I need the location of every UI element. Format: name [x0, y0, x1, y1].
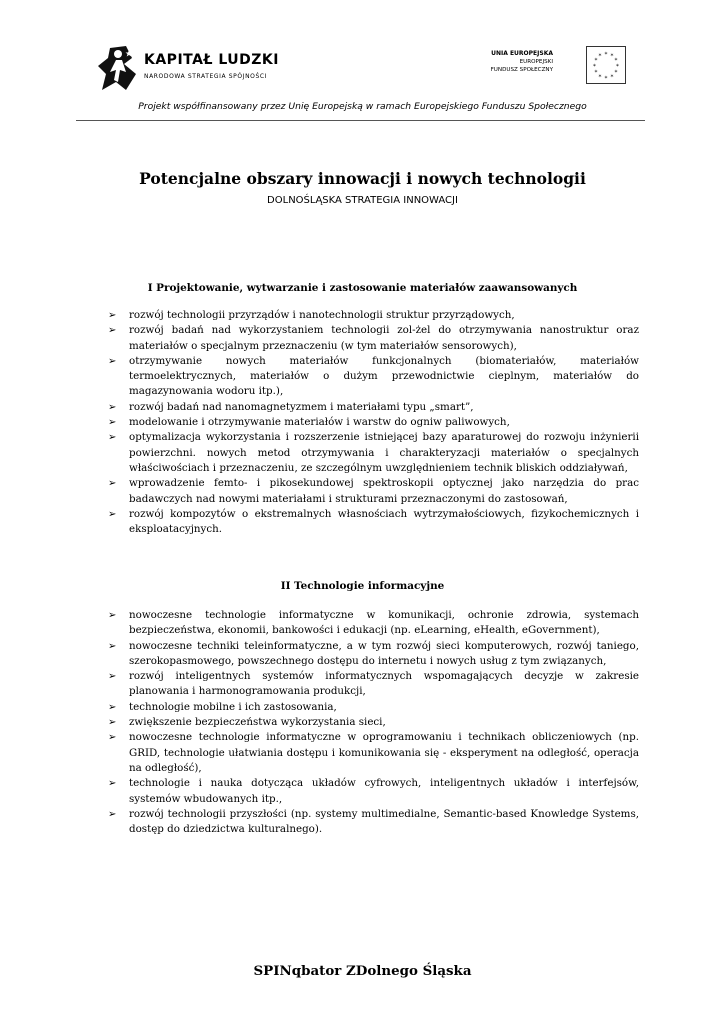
section-title-it: II Technologie informacyjne	[280, 580, 445, 592]
bullet-arrow-icon: ➢	[108, 508, 117, 520]
svg-text:✶: ✶	[613, 69, 619, 75]
list-item: ➢ technologie i nauka dotycząca układów cyfrowych, inteligentnych układów i interfejsów, systemów wbudowanych itp.,	[108, 777, 639, 805]
bullet-arrow-icon: ➢	[108, 808, 117, 820]
page-header	[96, 42, 626, 97]
kapital-ludzki-figure-icon	[96, 44, 138, 92]
kl-logo-title: KAPITAŁ LUDZKI	[144, 52, 279, 68]
eu-logo-line2: EUROPEJSKI	[519, 59, 553, 66]
eu-logo	[481, 46, 626, 86]
eu-flag-icon	[586, 46, 626, 84]
list-item: ➢ rozwój kompozytów o ekstremalnych własnościach wytrzymałościowych, fizykochemicznych i eksploatacyjnych.	[108, 507, 639, 536]
svg-text:✶: ✶	[603, 75, 609, 81]
svg-text:✶: ✶	[615, 63, 620, 69]
bullet-arrow-icon: ➢	[108, 717, 117, 729]
list-item: ➢ zwiększenie bezpieczeństwa wykorzystania sieci,	[108, 715, 639, 730]
list-item: ➢ rozwój technologii przyszłości (np. systemy multimedialne, Semantic-based Knowledge Systems, dostęp do dziedzictwa kulturalnego).	[108, 807, 639, 836]
svg-text:✶: ✶	[593, 69, 599, 75]
list-item: ➢ nowoczesne techniki teleinformatyczne, a w tym rozwój sieci komputerowych, rozwój taniego, szerokopasmowego, powszechnego dostępu do internetu i nowych usług z tym związanych,	[108, 639, 639, 667]
kl-logo-subtitle: NARODOWA STRATEGIA SPÓJNOŚCI	[144, 73, 268, 80]
page-footer: SPINqbator ZDolnego Śląska	[253, 963, 472, 979]
list-item: ➢ rozwój badań nad wykorzystaniem technologii zol-żel do otrzymywania nanostruktur oraz materiałów o specjalnym przeznaczeniu (w tym materiałów sensorowych),	[108, 324, 639, 352]
eu-logo-line1: UNIA EUROPEJSKA	[491, 50, 553, 57]
kapital-ludzki-logo	[96, 42, 296, 94]
list-item: ➢ technologie mobilne i ich zastosowania,	[108, 700, 639, 715]
list-item: ➢ optymalizacja wykorzystania i rozszerzenie istniejącej bazy aparaturowej do rozwoju inżynierii powierzchni. nowych metod otrzymywania i charakteryzacji materiałów o specjalnych właściwościach i przeznaczeniu, ze szczególnym uwzględnieniem technik bliskich oddziaływań,	[108, 431, 639, 474]
list-item: ➢ otrzymywanie nowych materiałów funkcjonalnych (biomateriałów, materiałów termoelektrycznych, materiałów o dużym przewodnictwie cieplnym, materiałów do magazynowania wodoru itp.),	[108, 354, 639, 398]
section-list-it	[108, 608, 639, 837]
bullet-arrow-icon: ➢	[108, 610, 117, 621]
svg-text:✶: ✶	[597, 73, 603, 80]
svg-text:✶: ✶	[609, 52, 615, 59]
bullet-arrow-icon: ➢	[108, 640, 117, 652]
section-title-materials: I Projektowanie, wytwarzanie i zastosowanie materiałów zaawansowanych	[147, 282, 578, 294]
bullet-arrow-icon: ➢	[108, 778, 117, 790]
eu-logo-line3: FUNDUSZ SPOŁECZNY	[490, 67, 553, 74]
page-title: Potencjalne obszary innowacji i nowych technologii	[139, 169, 586, 188]
page-subtitle: DOLNOŚLĄSKA STRATEGIA INNOWACJI	[267, 195, 458, 206]
bullet-arrow-icon: ➢	[108, 701, 117, 713]
cofinancing-note: Projekt współfinansowany przez Unię Europejską w ramach Europejskiego Funduszu Społecznego	[138, 101, 587, 112]
svg-text:✶: ✶	[609, 73, 615, 80]
list-item: ➢ rozwój inteligentnych systemów informatycznych wspomagających decyzje w zakresie planowania i harmonogramowania produkcji,	[108, 670, 639, 698]
svg-text:✶: ✶	[603, 51, 609, 57]
list-item: ➢ nowoczesne technologie informatyczne w komunikacji, ochronie zdrowia, systemach bezpieczeństwa, ekonomii, bankowości i edukacji (np. eLearning, eHealth, eGovernment),	[108, 609, 639, 637]
svg-text:✶: ✶	[613, 57, 619, 63]
svg-text:✶: ✶	[593, 57, 599, 63]
header-divider	[76, 120, 645, 121]
eu-logo-text	[481, 50, 553, 75]
bullet-arrow-icon: ➢	[108, 671, 117, 683]
list-item: ➢ nowoczesne technologie informatyczne w oprogramowaniu i technikach obliczeniowych (np. GRID, technologie ułatwiania dostępu i komunikowania się - eksperyment na odległość, operacja na odległość),	[108, 731, 639, 774]
bullet-arrow-icon: ➢	[108, 432, 117, 444]
list-item: ➢ rozwój badań nad nanomagnetyzmem i materiałami typu „smart”,	[108, 400, 639, 415]
bullet-arrow-icon: ➢	[108, 325, 117, 337]
svg-text:✶: ✶	[597, 52, 603, 59]
list-item: ➢ rozwój technologii przyrządów i nanotechnologii struktur przyrządowych,	[108, 308, 639, 323]
list-item: ➢ modelowanie i otrzymywanie materiałów i warstw do ogniw paliwowych,	[108, 415, 639, 430]
section-list-materials	[108, 308, 639, 537]
svg-text:✶: ✶	[592, 63, 597, 69]
bullet-arrow-icon: ➢	[108, 355, 117, 367]
bullet-arrow-icon: ➢	[108, 478, 117, 490]
list-item: ➢ wprowadzenie femto- i pikosekundowej spektroskopii optycznej jako narzędzia do prac badawczych nad nowymi materiałami i strukturami przeznaczonymi do zastosowań,	[108, 477, 639, 505]
bullet-arrow-icon: ➢	[108, 401, 117, 413]
bullet-arrow-icon: ➢	[108, 417, 117, 429]
bullet-arrow-icon: ➢	[108, 310, 117, 321]
bullet-arrow-icon: ➢	[108, 732, 117, 744]
